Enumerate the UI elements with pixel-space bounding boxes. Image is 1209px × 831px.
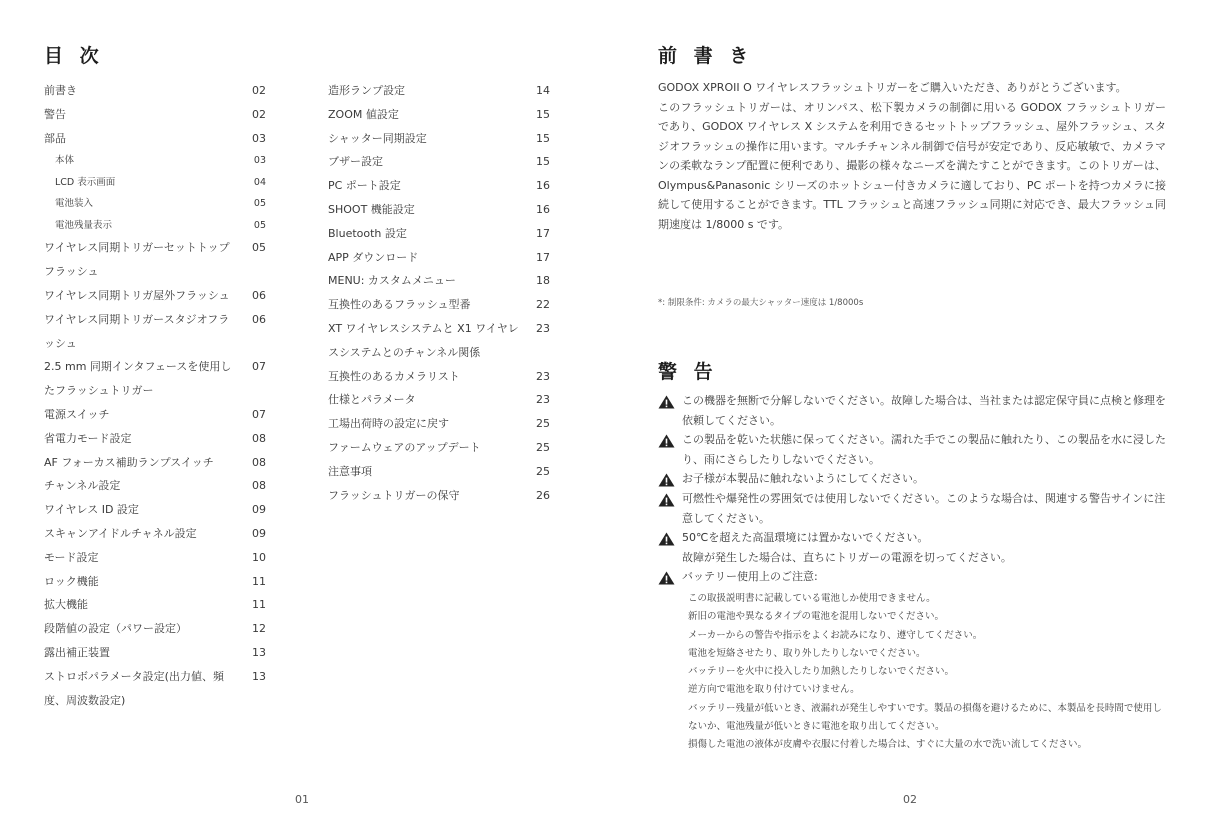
toc-entry-label: ZOOM 値設定 bbox=[328, 107, 399, 121]
battery-caution-line: 新旧の電池や異なるタイプの電池を混用しないでください。 bbox=[688, 611, 945, 623]
toc-entry bbox=[44, 498, 266, 522]
toc-entry-label: SHOOT 機能設定 bbox=[328, 202, 415, 216]
toc-entry bbox=[44, 172, 266, 194]
toc-entry-page: 23 bbox=[536, 393, 550, 407]
warning-triangle-icon bbox=[658, 493, 675, 507]
toc-entry-label: 注意事項 bbox=[328, 464, 372, 478]
warning-triangle-icon bbox=[658, 571, 675, 585]
toc-entry-page: 08 bbox=[252, 479, 266, 493]
toc-entry-page: 07 bbox=[252, 360, 266, 374]
toc-entry-label: 露出補正装置 bbox=[44, 645, 110, 659]
content-page bbox=[604, 0, 1209, 831]
toc-entry-label: ストロボパラメータ設定(出力値、頻度、周波数設定) bbox=[44, 669, 224, 707]
toc-entry-page: 22 bbox=[536, 298, 550, 312]
toc-entry-label: ブザー設定 bbox=[328, 155, 383, 169]
toc-entry-page: 25 bbox=[536, 417, 550, 431]
toc-entry-page: 03 bbox=[253, 155, 266, 167]
battery-caution-list bbox=[688, 590, 1168, 755]
toc-entry-label: 電池装入 bbox=[55, 198, 94, 210]
toc-entry bbox=[328, 174, 550, 198]
toc-entry-label: 部品 bbox=[44, 131, 66, 145]
toc-entry-page: 15 bbox=[536, 107, 550, 121]
toc-entry bbox=[44, 284, 266, 308]
toc-entry bbox=[328, 293, 550, 317]
toc-entry-page: 08 bbox=[252, 431, 266, 445]
toc-entry bbox=[44, 474, 266, 498]
toc-page bbox=[0, 0, 604, 831]
toc-entry bbox=[44, 451, 266, 475]
toc-entry-label: フラッシュトリガーの保守 bbox=[328, 488, 460, 502]
toc-entry-page: 16 bbox=[536, 179, 550, 193]
toc-entry-page: 17 bbox=[536, 226, 550, 240]
toc-entry-label: 本体 bbox=[55, 155, 75, 167]
toc-entry bbox=[44, 427, 266, 451]
toc-column-2 bbox=[328, 79, 550, 507]
toc-entry-label: 互換性のあるカメラリスト bbox=[328, 369, 460, 383]
toc-entry-page: 11 bbox=[252, 598, 266, 612]
warning-item bbox=[658, 489, 1168, 528]
toc-entry bbox=[44, 355, 266, 403]
toc-entry-page: 09 bbox=[252, 526, 266, 540]
toc-entry bbox=[44, 522, 266, 546]
toc-entry-label: 電池残量表示 bbox=[55, 219, 113, 231]
toc-entry bbox=[44, 403, 266, 427]
toc-entry bbox=[44, 308, 266, 356]
toc-entry-page: 25 bbox=[536, 440, 550, 454]
toc-entry bbox=[44, 570, 266, 594]
battery-caution-line: 損傷した電池の液体が皮膚や衣服に付着した場合は、すぐに大量の水で洗い流してください。 bbox=[688, 739, 1088, 751]
toc-entry bbox=[44, 79, 266, 103]
warning-triangle-icon bbox=[658, 473, 675, 487]
toc-entry-page: 03 bbox=[252, 131, 266, 145]
toc-entry bbox=[328, 388, 550, 412]
warning-triangle-icon bbox=[658, 434, 675, 448]
toc-entry-page: 13 bbox=[252, 645, 266, 659]
toc-entry bbox=[328, 269, 550, 293]
toc-entry bbox=[328, 79, 550, 103]
toc-entry-label: ワイヤレス同期トリガ屋外フラッシュ bbox=[44, 288, 230, 302]
toc-entry bbox=[328, 127, 550, 151]
toc-entry bbox=[328, 222, 550, 246]
toc-entry-page: 25 bbox=[536, 464, 550, 478]
warning-triangle-icon bbox=[658, 532, 675, 546]
warnings-title: 警 告 bbox=[658, 361, 718, 383]
toc-entry-page: 15 bbox=[536, 131, 550, 145]
toc-entry-label: 仕様とパラメータ bbox=[328, 393, 416, 407]
toc-entry bbox=[44, 215, 266, 237]
battery-caution-line: バッテリー残量が低いとき、液漏れが発生しやすいです。製品の損傷を避けるために、本製品を長時間で使用しないか、電池残量が低いときに電池を取り出してください。 bbox=[688, 702, 1162, 733]
toc-entry bbox=[44, 665, 266, 713]
toc-entry bbox=[44, 593, 266, 617]
toc-entry-label: 段階値の設定（パワー設定） bbox=[44, 622, 187, 636]
warning-text: 50℃を超えた高温環境には置かないでください。 bbox=[682, 531, 929, 545]
toc-entry-page: 16 bbox=[536, 202, 550, 216]
toc-entry bbox=[44, 236, 266, 284]
toc-entry-label: モード設定 bbox=[44, 550, 99, 564]
warning-item bbox=[658, 528, 1168, 567]
toc-entry-label: ワイヤレス同期トリガースタジオフラッシュ bbox=[44, 312, 230, 350]
toc-entry-page: 15 bbox=[536, 155, 550, 169]
toc-entry-page: 05 bbox=[253, 219, 266, 231]
toc-entry bbox=[328, 317, 550, 365]
warning-item bbox=[658, 469, 1168, 489]
toc-entry bbox=[44, 127, 266, 151]
warning-text: 故障が発生した場合は、直ちにトリガーの電源を切ってください。 bbox=[682, 550, 1012, 564]
toc-entry bbox=[44, 546, 266, 570]
battery-caution-heading: バッテリー使用上のご注意: bbox=[682, 570, 818, 584]
toc-entry bbox=[328, 484, 550, 508]
toc-entry-page: 17 bbox=[536, 250, 550, 264]
toc-entry-page: 18 bbox=[536, 274, 550, 288]
toc-entry-page: 26 bbox=[536, 488, 550, 502]
toc-entry-label: Bluetooth 設定 bbox=[328, 226, 407, 240]
toc-entry-label: 拡大機能 bbox=[44, 598, 88, 612]
page-number: 01 bbox=[295, 793, 309, 806]
toc-entry-page: 06 bbox=[252, 312, 266, 326]
toc-entry-page: 02 bbox=[252, 84, 266, 97]
toc-entry-label: 警告 bbox=[44, 107, 66, 121]
intro-footnote: *: 制限条件: カメラの最大シャッター速度は 1/8000s bbox=[658, 298, 864, 308]
toc-entry-label: 造形ランプ設定 bbox=[328, 84, 405, 97]
toc-entry-page: 08 bbox=[252, 455, 266, 469]
warning-item bbox=[658, 430, 1168, 469]
toc-entry-page: 05 bbox=[252, 241, 266, 255]
toc-entry-label: 工場出荷時の設定に戻す bbox=[328, 417, 449, 431]
intro-paragraph: このフラッシュトリガーは、オリンパス、松下製カメラの制御に用いる GODOX フラッシュトリガーであり、GODOX ワイヤレス X システムを利用できるセットトップフラッシュ、屋外フラッシュ、スタジオフラッシュの操作に用います。マルチチャンネル制御で信号が安定であり、反応敏敏で、カメラマンの柔軟なランプ配置に便利であり、撮影の様々なニーズを満たすことができます。このトリガーは、Olympus&Panasonic シリーズのホットシュー付きカメラに適しており、PC ポートを持つカメラに接続して使用することができます。TTL フラッシュと高速フラッシュ同期に対応でき、最大フラッシュ同期速度は 1/8000 s です。 bbox=[658, 100, 1166, 231]
toc-entry bbox=[328, 103, 550, 127]
battery-caution-item bbox=[658, 567, 1168, 754]
toc-entry-label: 前書き bbox=[44, 84, 77, 97]
toc-entry-label: スキャンアイドルチャネル設定 bbox=[44, 526, 197, 540]
toc-entry-page: 11 bbox=[252, 574, 266, 588]
intro-title: 前 書 き bbox=[658, 45, 754, 67]
toc-entry bbox=[44, 617, 266, 641]
battery-caution-line: メーカーからの警告や指示をよくお読みになり、遵守してください。 bbox=[688, 629, 983, 641]
toc-entry bbox=[328, 436, 550, 460]
toc-entry-label: 2.5 mm 同期インタフェースを使用したフラッシュトリガー bbox=[44, 360, 232, 398]
toc-entry-label: ファームウェアのアップデート bbox=[328, 440, 481, 454]
page-number: 02 bbox=[903, 793, 917, 806]
warning-text: この製品を乾いた状態に保ってください。濡れた手でこの製品に触れたり、この製品を水に浸したり、雨にさらしたりしないでください。 bbox=[682, 433, 1166, 466]
warning-text: この機器を無断で分解しないでください。故障した場合は、当社または認定保守員に点検と修理を依頼してください。 bbox=[682, 394, 1166, 427]
toc-entry-page: 10 bbox=[252, 550, 266, 564]
toc-entry-label: 省電力モード設定 bbox=[44, 431, 132, 445]
toc-entry-label: ワイヤレス同期トリガーセットトップフラッシュ bbox=[44, 241, 230, 279]
toc-title: 目 次 bbox=[44, 45, 104, 67]
intro-paragraph: GODOX XPROII O ワイヤレスフラッシュトリガーをご購入いただき、ありがとうございます。 bbox=[658, 81, 1127, 94]
warnings-list bbox=[658, 391, 1168, 755]
battery-caution-line: 電池を短絡させたり、取り外したりしないでください。 bbox=[688, 647, 926, 659]
warning-triangle-icon bbox=[658, 395, 675, 409]
warning-text: お子様が本製品に触れないようにしてください。 bbox=[682, 472, 924, 486]
warning-text: 可燃性や爆発性の雰囲気では使用しないでください。このような場合は、関連する警告サインに注意してください。 bbox=[682, 491, 1166, 525]
toc-entry-label: LCD 表示画面 bbox=[55, 176, 116, 188]
toc-entry-page: 14 bbox=[536, 84, 550, 97]
toc-entry-label: 互換性のあるフラッシュ型番 bbox=[328, 298, 471, 312]
toc-entry-label: APP ダウンロード bbox=[328, 250, 419, 264]
toc-entry-label: AF フォーカス補助ランプスイッチ bbox=[44, 455, 214, 469]
toc-entry-page: 13 bbox=[252, 669, 266, 683]
toc-entry-page: 06 bbox=[252, 288, 266, 302]
toc-entry-label: シャッター同期設定 bbox=[328, 131, 427, 145]
intro-body bbox=[658, 78, 1166, 234]
toc-entry bbox=[328, 246, 550, 270]
battery-caution-line: バッテリーを火中に投入したり加熱したりしないでください。 bbox=[688, 666, 955, 678]
toc-entry bbox=[44, 103, 266, 127]
toc-entry-label: MENU: カスタムメニュー bbox=[328, 274, 456, 288]
toc-entry-page: 05 bbox=[253, 198, 266, 210]
toc-entry bbox=[328, 460, 550, 484]
toc-column-1 bbox=[44, 79, 266, 712]
toc-entry-page: 12 bbox=[252, 622, 266, 636]
toc-entry-page: 04 bbox=[253, 176, 266, 188]
toc-entry-page: 23 bbox=[536, 321, 550, 335]
toc-entry-label: 電源スイッチ bbox=[44, 407, 110, 421]
toc-entry bbox=[44, 193, 266, 215]
toc-entry-label: PC ポート設定 bbox=[328, 179, 401, 193]
toc-entry-page: 23 bbox=[536, 369, 550, 383]
toc-entry bbox=[44, 150, 266, 172]
toc-entry bbox=[328, 150, 550, 174]
battery-caution-line: この取扱説明書に記載している電池しか使用できません。 bbox=[688, 592, 936, 604]
toc-entry bbox=[328, 198, 550, 222]
toc-entry bbox=[44, 641, 266, 665]
toc-entry-page: 02 bbox=[252, 107, 266, 121]
toc-entry-label: ロック機能 bbox=[44, 574, 99, 588]
toc-entry-label: チャンネル設定 bbox=[44, 479, 121, 493]
toc-entry bbox=[328, 365, 550, 389]
toc-entry-label: XT ワイヤレスシステムと X1 ワイヤレスシステムとのチャンネル関係 bbox=[328, 321, 519, 359]
warning-item bbox=[658, 391, 1168, 430]
toc-entry-label: ワイヤレス ID 設定 bbox=[44, 503, 139, 517]
toc-entry-page: 09 bbox=[252, 503, 266, 517]
toc-entry-page: 07 bbox=[252, 407, 266, 421]
battery-caution-line: 逆方向で電池を取り付けていけません。 bbox=[688, 684, 860, 696]
toc-entry bbox=[328, 412, 550, 436]
